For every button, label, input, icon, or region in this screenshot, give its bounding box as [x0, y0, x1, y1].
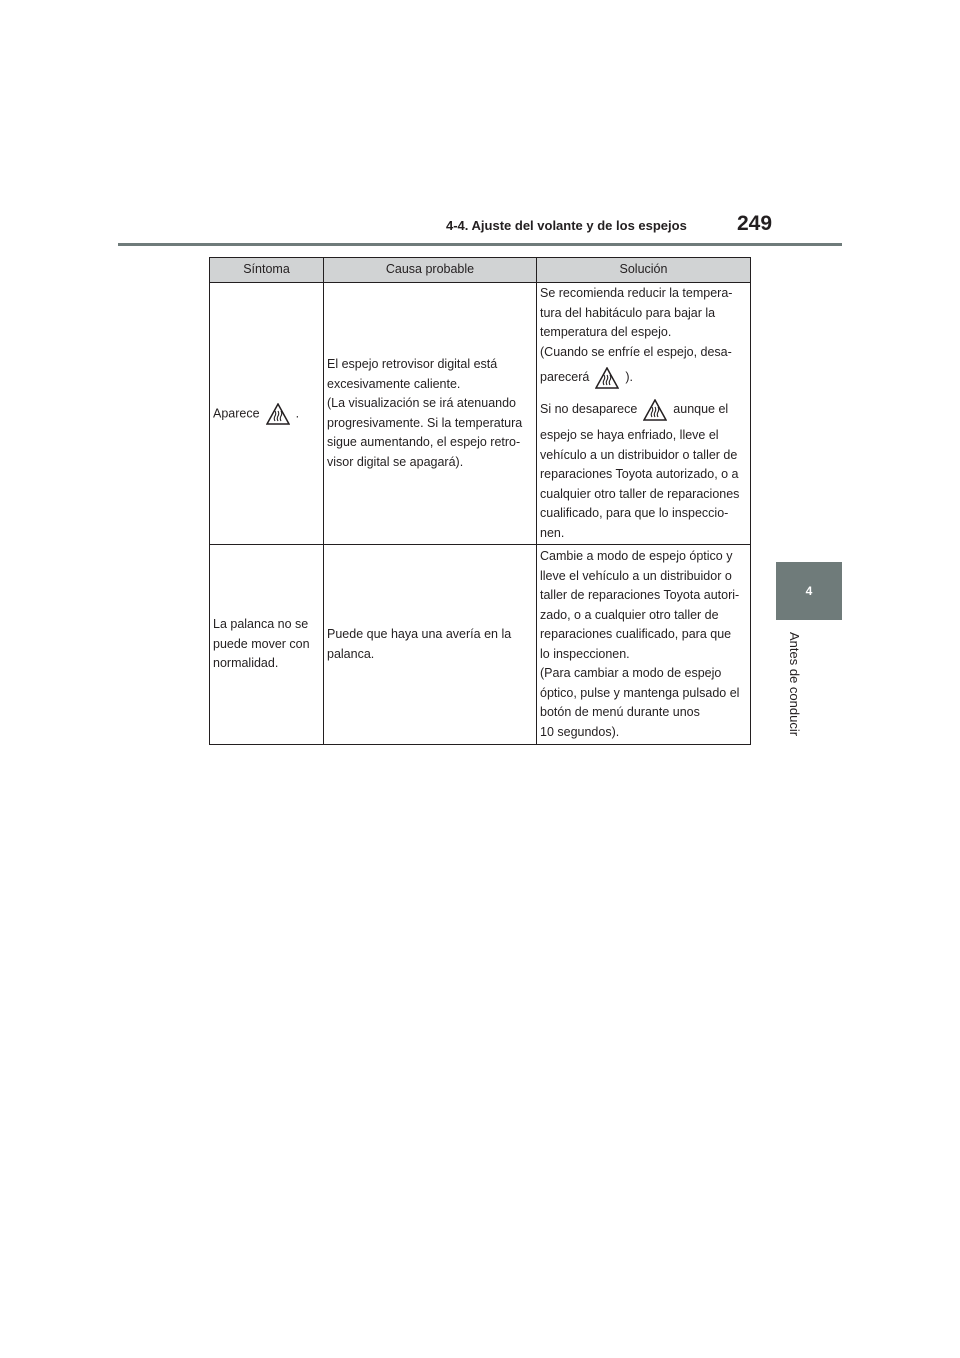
cause-cell	[324, 283, 537, 545]
cause-line: visor digital se apagará).	[327, 454, 464, 469]
solution-line: Se recomienda reducir la tempera-	[540, 286, 733, 300]
solution-line: lo inspeccionen.	[540, 646, 630, 661]
solution-text-end: aunque el	[673, 402, 729, 416]
symptom-line: puede mover con	[213, 636, 310, 651]
solution-line: temperatura del espejo.	[540, 325, 672, 339]
chapter-tab	[776, 562, 842, 620]
solution-line-with-icon	[540, 394, 746, 424]
cause-line: (La visualización se irá atenuando	[327, 396, 517, 410]
solution-line: cualquier otro taller de reparaciones	[540, 486, 740, 501]
solution-cell	[537, 283, 751, 545]
cause-cell	[324, 545, 537, 745]
solution-line: nen.	[540, 525, 565, 540]
cause-line: Puede que haya una avería en la	[327, 627, 512, 641]
solution-line: vehículo a un distribuidor o taller de	[540, 447, 738, 462]
cause-line: El espejo retrovisor digital está	[327, 357, 498, 371]
symptom-line: La palanca no se	[213, 617, 309, 632]
symptom-text-end: .	[295, 405, 300, 420]
page-number: 249	[737, 212, 773, 235]
header-cause: Causa probable	[324, 258, 537, 283]
section-title: 4-4. Ajuste del volante y de los espejos	[446, 218, 687, 233]
solution-line: 10 segundos).	[540, 724, 620, 739]
cause-line: palanca.	[327, 646, 375, 661]
solution-cell	[537, 545, 751, 745]
solution-line-with-icon	[540, 362, 746, 392]
chapter-number: 4	[805, 584, 813, 598]
table-row	[210, 545, 751, 745]
mirror-high-temperature-warning-icon	[643, 399, 667, 421]
solution-line: (Para cambiar a modo de espejo	[540, 666, 722, 680]
solution-line: taller de reparaciones Toyota autori-	[540, 588, 740, 602]
header-symptom: Síntoma	[210, 258, 324, 283]
header-solution: Solución	[537, 258, 751, 283]
mirror-high-temperature-warning-icon	[266, 403, 290, 425]
solution-line: reparaciones Toyota autorizado, o a	[540, 467, 739, 481]
symptom-text: Aparece	[213, 405, 260, 420]
solution-line: espejo se haya enfriado, lleve el	[540, 428, 719, 442]
table-header-row	[210, 258, 751, 283]
chapter-title-wrapper	[784, 632, 804, 742]
solution-text: Si no desaparece	[540, 402, 638, 416]
solution-line: óptico, pulse y mantenga pulsado el	[540, 685, 740, 700]
solution-line: tura del habitáculo para bajar la	[540, 305, 716, 320]
cause-line: excesivamente caliente.	[327, 376, 461, 391]
solution-line: lleve el vehículo a un distribuidor o	[540, 568, 732, 583]
solution-text: parecerá	[540, 370, 590, 384]
solution-text-end: ).	[625, 370, 633, 384]
solution-line: zado, o a cualquier otro taller de	[540, 607, 719, 622]
cause-line: sigue aumentando, el espejo retro-	[327, 435, 521, 449]
solution-line: Cambie a modo de espejo óptico y	[540, 549, 733, 563]
symptom-line: normalidad.	[213, 656, 279, 671]
table-row	[210, 283, 751, 545]
symptom-cell	[210, 283, 324, 545]
solution-line: botón de menú durante unos	[540, 705, 700, 719]
header-divider	[118, 243, 842, 246]
troubleshooting-table	[209, 257, 751, 745]
cause-line: progresivamente. Si la temperatura	[327, 415, 523, 430]
solution-line: (Cuando se enfríe el espejo, desa-	[540, 344, 732, 359]
chapter-title: Antes de conducir	[787, 632, 802, 737]
solution-line: reparaciones cualificado, para que	[540, 627, 732, 641]
solution-line: cualificado, para que lo inspeccio-	[540, 506, 729, 520]
symptom-cell	[210, 545, 324, 745]
mirror-high-temperature-warning-icon	[595, 367, 619, 389]
